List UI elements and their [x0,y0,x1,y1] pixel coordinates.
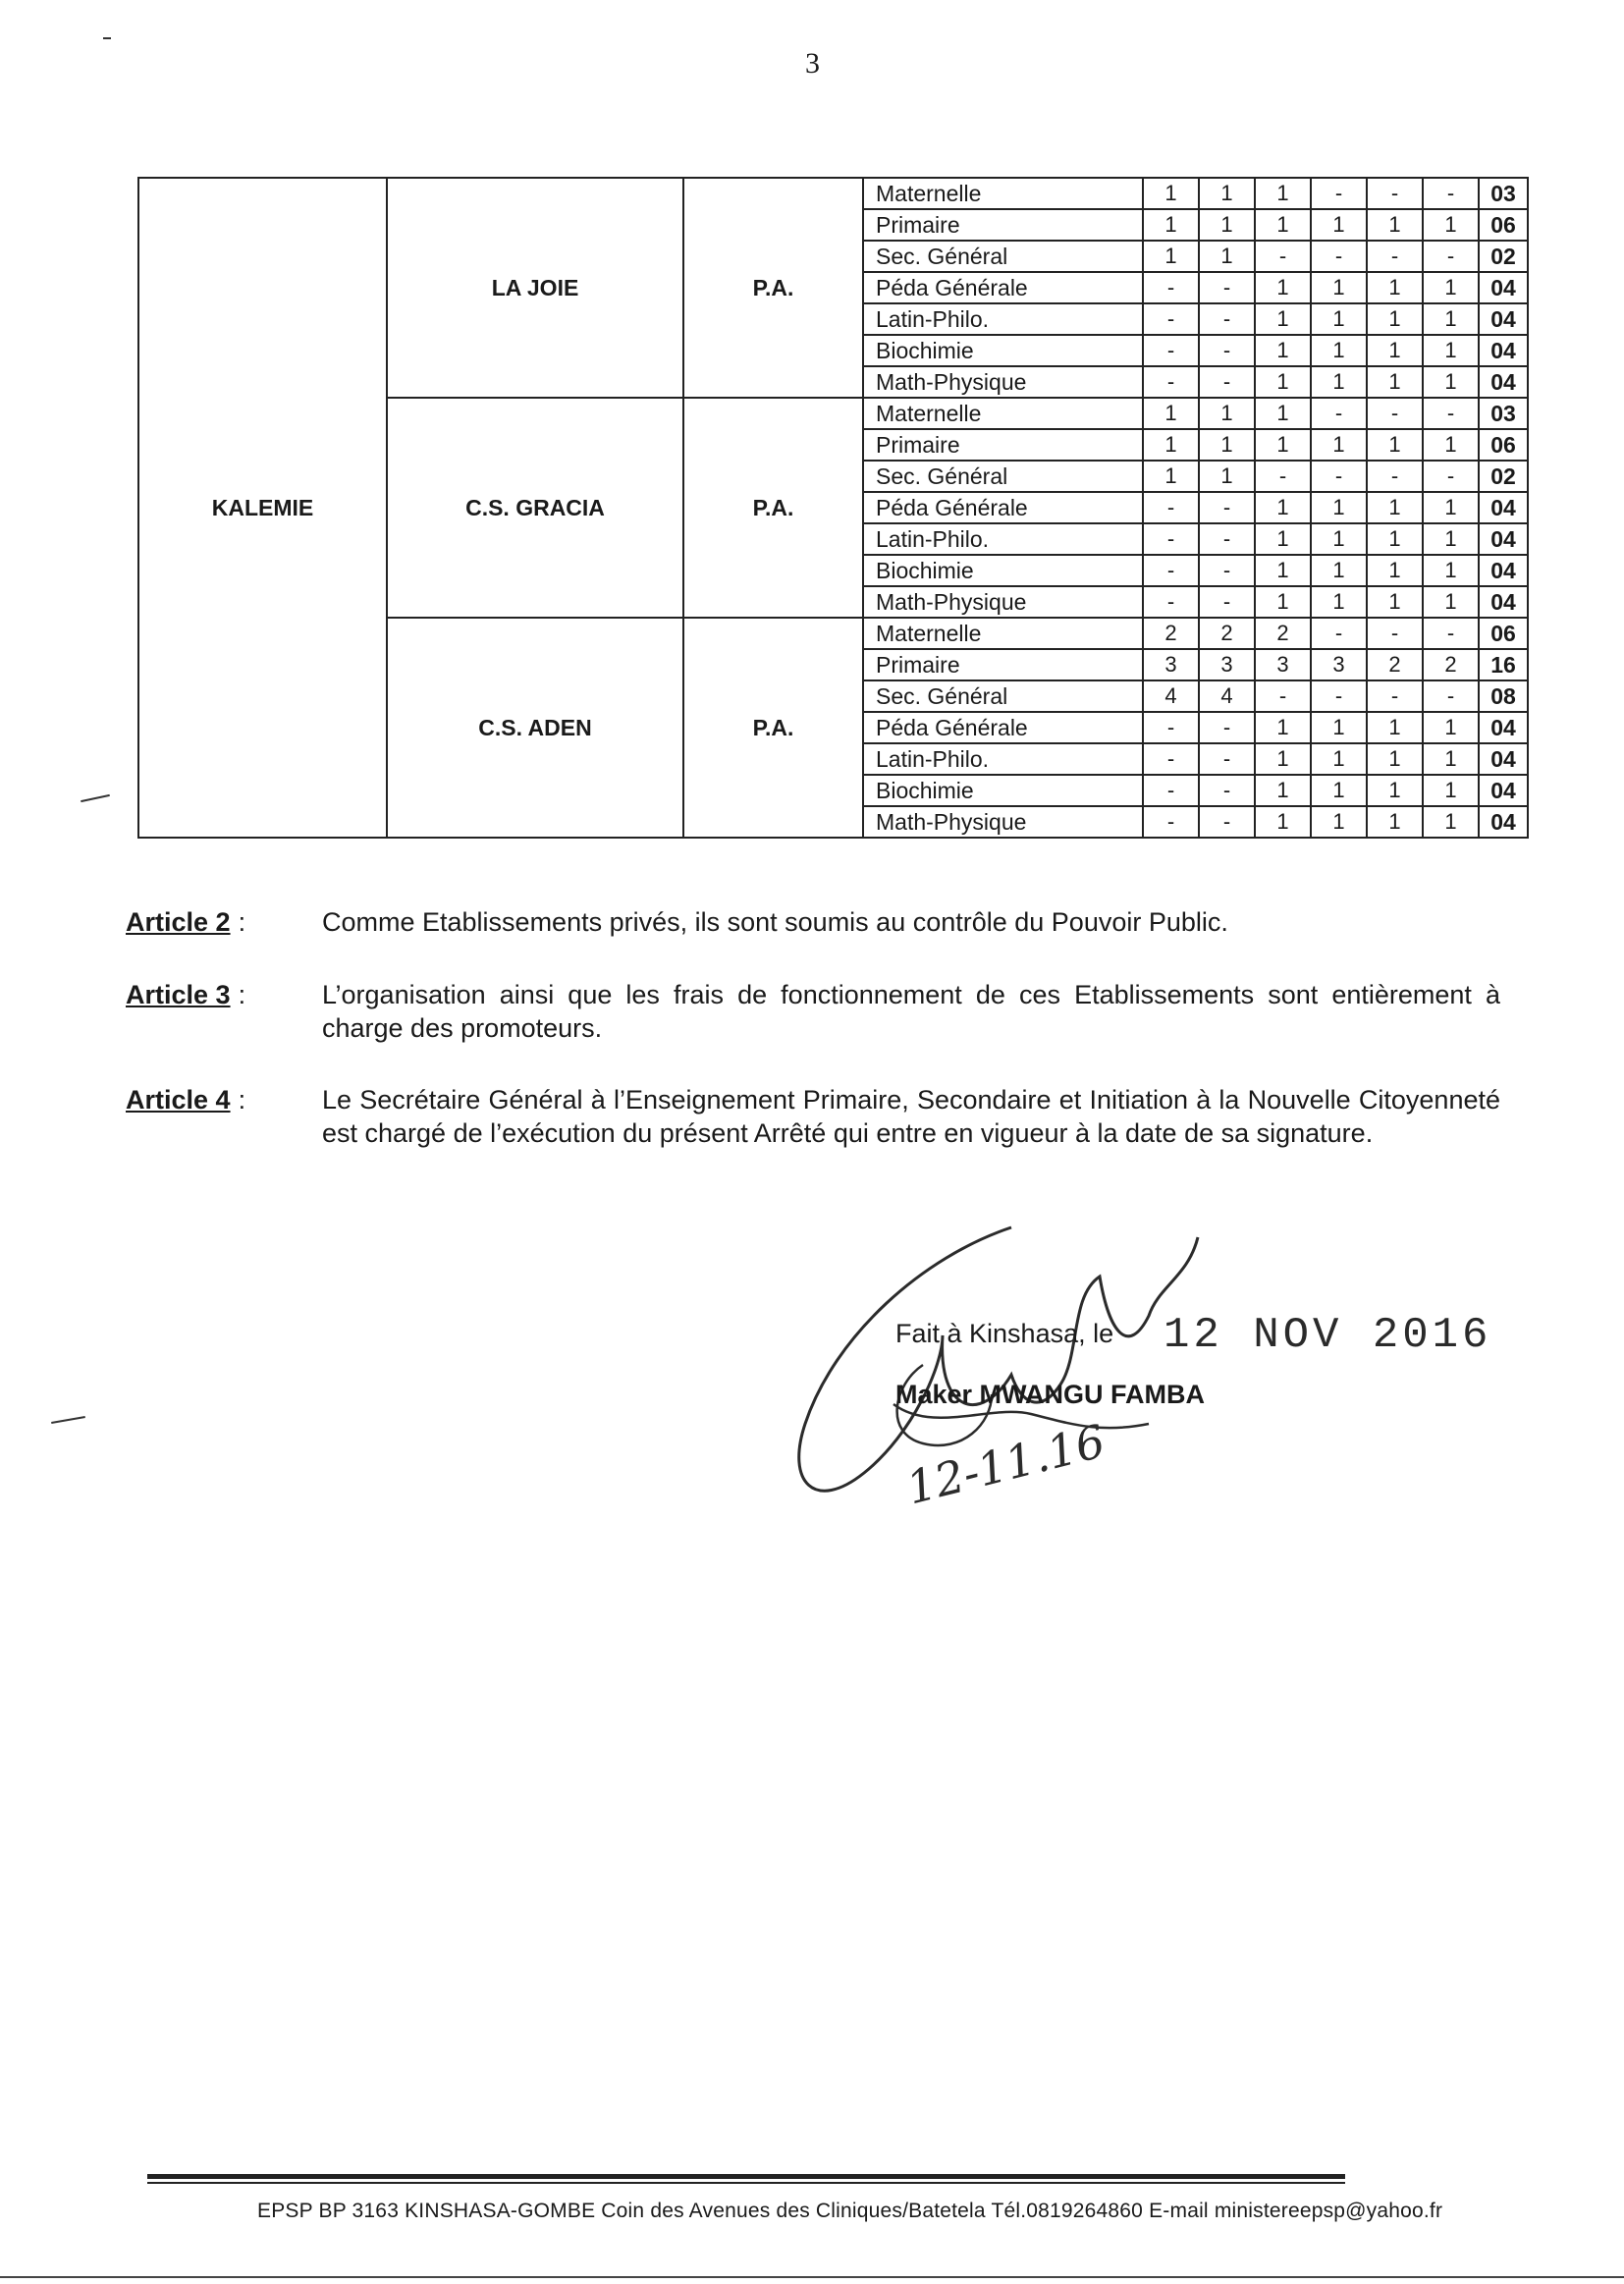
scan-mark [51,1416,85,1424]
class-count-cell: 1 [1255,775,1311,806]
class-count-cell: - [1255,461,1311,492]
article-label: Article 2 : [126,907,246,937]
article-label: Article 3 : [126,980,246,1009]
class-count-cell: 1 [1367,335,1423,366]
article-label: Article 4 : [126,1085,246,1115]
class-count-cell: 3 [1143,649,1199,680]
class-count-cell: 1 [1255,523,1311,555]
bottom-rule [0,2276,1624,2278]
class-count-cell: - [1143,523,1199,555]
class-count-cell: 1 [1367,775,1423,806]
class-count-cell: 1 [1367,209,1423,241]
total-cell: 04 [1479,523,1528,555]
regime-cell: P.A. [683,178,863,398]
total-cell: 16 [1479,649,1528,680]
class-count-cell: 1 [1255,209,1311,241]
total-cell: 06 [1479,209,1528,241]
class-count-cell: 1 [1255,335,1311,366]
class-count-cell: - [1199,523,1255,555]
regime-cell: P.A. [683,618,863,838]
section-cell: Latin-Philo. [863,743,1143,775]
class-count-cell: - [1423,398,1479,429]
class-count-cell: 1 [1367,366,1423,398]
class-count-cell: 1 [1255,492,1311,523]
class-count-cell: - [1367,618,1423,649]
class-count-cell: - [1143,555,1199,586]
class-count-cell: - [1423,461,1479,492]
section-cell: Péda Générale [863,272,1143,303]
class-count-cell: 1 [1423,303,1479,335]
class-count-cell: - [1199,366,1255,398]
class-count-cell: - [1367,680,1423,712]
school-name-cell: C.S. GRACIA [387,398,683,618]
class-count-cell: - [1199,712,1255,743]
class-count-cell: 1 [1423,335,1479,366]
article-text: Comme Etablissements privés, ils sont soumis au contrôle du Pouvoir Public. [322,907,1228,937]
total-cell: 04 [1479,555,1528,586]
total-cell: 04 [1479,712,1528,743]
class-count-cell: 1 [1311,335,1367,366]
total-cell: 04 [1479,586,1528,618]
section-cell: Primaire [863,649,1143,680]
section-cell: Latin-Philo. [863,523,1143,555]
class-count-cell: - [1143,303,1199,335]
class-count-cell: - [1199,555,1255,586]
class-count-cell: 1 [1367,712,1423,743]
class-count-cell: 1 [1255,429,1311,461]
class-count-cell: 1 [1311,743,1367,775]
total-cell: 02 [1479,241,1528,272]
class-count-cell: 1 [1255,398,1311,429]
class-count-cell: 1 [1199,429,1255,461]
page-number: 3 [805,47,820,80]
class-count-cell: - [1199,335,1255,366]
class-count-cell: 1 [1311,712,1367,743]
section-cell: Sec. Général [863,680,1143,712]
class-count-cell: 1 [1311,555,1367,586]
section-cell: Maternelle [863,618,1143,649]
class-count-cell: 1 [1311,272,1367,303]
scan-mark [103,37,111,39]
section-cell: Sec. Général [863,461,1143,492]
class-count-cell: 1 [1199,209,1255,241]
schools-table [137,177,1529,839]
section-cell: Math-Physique [863,586,1143,618]
class-count-cell: 1 [1143,209,1199,241]
class-count-cell: - [1311,398,1367,429]
class-count-cell: - [1199,303,1255,335]
class-count-cell: 1 [1367,806,1423,838]
class-count-cell: 1 [1311,523,1367,555]
school-name-cell: C.S. ADEN [387,618,683,838]
class-count-cell: - [1143,366,1199,398]
class-count-cell: 1 [1423,429,1479,461]
class-count-cell: 3 [1199,649,1255,680]
class-count-cell: 1 [1423,492,1479,523]
class-count-cell: - [1423,618,1479,649]
total-cell: 02 [1479,461,1528,492]
class-count-cell: 2 [1367,649,1423,680]
class-count-cell: 1 [1199,241,1255,272]
total-cell: 06 [1479,618,1528,649]
class-count-cell: 1 [1423,272,1479,303]
regime-cell: P.A. [683,398,863,618]
class-count-cell: - [1367,461,1423,492]
class-count-cell: - [1199,492,1255,523]
article-2 [126,905,1500,939]
class-count-cell: 1 [1423,806,1479,838]
class-count-cell: 1 [1199,178,1255,209]
class-count-cell: 4 [1199,680,1255,712]
school-name-cell: LA JOIE [387,178,683,398]
class-count-cell: 1 [1311,429,1367,461]
article-3 [126,978,1500,1045]
class-count-cell: 1 [1367,492,1423,523]
class-count-cell: - [1423,680,1479,712]
class-count-cell: - [1143,272,1199,303]
total-cell: 04 [1479,272,1528,303]
class-count-cell: - [1199,272,1255,303]
total-cell: 04 [1479,775,1528,806]
class-count-cell: - [1143,775,1199,806]
class-count-cell: 1 [1367,743,1423,775]
class-count-cell: - [1199,743,1255,775]
class-count-cell: 1 [1423,523,1479,555]
total-cell: 03 [1479,178,1528,209]
class-count-cell: 1 [1367,429,1423,461]
total-cell: 03 [1479,398,1528,429]
section-cell: Math-Physique [863,366,1143,398]
class-count-cell: 1 [1311,492,1367,523]
class-count-cell: 1 [1143,429,1199,461]
class-count-cell: 1 [1199,398,1255,429]
class-count-cell: - [1255,680,1311,712]
section-cell: Biochimie [863,775,1143,806]
class-count-cell: 1 [1311,209,1367,241]
handwritten-date: 12-11.16 [901,1414,1110,1515]
article-4 [126,1083,1500,1150]
class-count-cell: 1 [1311,586,1367,618]
footer-rule [147,2182,1345,2184]
class-count-cell: 1 [1311,366,1367,398]
class-count-cell: 1 [1255,586,1311,618]
class-count-cell: - [1311,680,1367,712]
footer-rule [147,2174,1345,2179]
class-count-cell: - [1367,178,1423,209]
class-count-cell: 2 [1199,618,1255,649]
total-cell: 06 [1479,429,1528,461]
class-count-cell: 2 [1255,618,1311,649]
section-cell: Math-Physique [863,806,1143,838]
class-count-cell: 1 [1143,241,1199,272]
article-text: L’organisation ainsi que les frais de fonctionnement de ces Etablissements sont entièrement à charge des promoteurs. [322,980,1500,1043]
section-cell: Maternelle [863,398,1143,429]
class-count-cell: 1 [1367,523,1423,555]
class-count-cell: 1 [1423,209,1479,241]
class-count-cell: - [1255,241,1311,272]
total-cell: 04 [1479,806,1528,838]
class-count-cell: 1 [1311,806,1367,838]
class-count-cell: - [1143,712,1199,743]
signatory-name: Maker MWANGU FAMBA [895,1380,1206,1409]
class-count-cell: - [1143,586,1199,618]
class-count-cell: 4 [1143,680,1199,712]
class-count-cell: - [1423,241,1479,272]
class-count-cell: 1 [1255,178,1311,209]
class-count-cell: 3 [1255,649,1311,680]
class-count-cell: 1 [1255,806,1311,838]
class-count-cell: 1 [1367,272,1423,303]
class-count-cell: 1 [1423,775,1479,806]
section-cell: Péda Générale [863,492,1143,523]
class-count-cell: 1 [1199,461,1255,492]
signature-place: Fait à Kinshasa, le [895,1319,1114,1348]
class-count-cell: - [1199,586,1255,618]
date-stamp: 12 NOV 2016 [1164,1311,1492,1360]
scan-mark [81,794,110,802]
footer-address: EPSP BP 3163 KINSHASA-GOMBE Coin des Avenues des Cliniques/Batetela Tél.0819264860 E-mail ministereepsp@yahoo.fr [257,2200,1443,2222]
section-cell: Maternelle [863,178,1143,209]
class-count-cell: 2 [1143,618,1199,649]
class-count-cell: - [1199,806,1255,838]
class-count-cell: - [1311,461,1367,492]
class-count-cell: 1 [1255,743,1311,775]
class-count-cell: 2 [1423,649,1479,680]
total-cell: 04 [1479,303,1528,335]
section-cell: Biochimie [863,555,1143,586]
class-count-cell: 1 [1311,303,1367,335]
class-count-cell: - [1311,618,1367,649]
class-count-cell: - [1143,492,1199,523]
total-cell: 04 [1479,492,1528,523]
class-count-cell: 1 [1423,743,1479,775]
class-count-cell: - [1311,178,1367,209]
class-count-cell: - [1199,775,1255,806]
section-cell: Sec. Général [863,241,1143,272]
class-count-cell: - [1367,241,1423,272]
class-count-cell: 1 [1255,555,1311,586]
section-cell: Latin-Philo. [863,303,1143,335]
class-count-cell: - [1143,743,1199,775]
class-count-cell: 1 [1367,555,1423,586]
class-count-cell: 1 [1255,303,1311,335]
class-count-cell: 1 [1423,712,1479,743]
section-cell: Primaire [863,209,1143,241]
total-cell: 04 [1479,366,1528,398]
class-count-cell: - [1423,178,1479,209]
class-count-cell: 1 [1423,555,1479,586]
class-count-cell: 1 [1311,775,1367,806]
class-count-cell: 1 [1423,366,1479,398]
article-text: Le Secrétaire Général à l’Enseignement Primaire, Secondaire et Initiation à la Nouvelle Citoyenneté est chargé de l’exécution du présent Arrêté qui entre en vigueur à la date de sa signature. [322,1085,1500,1148]
class-count-cell: - [1311,241,1367,272]
class-count-cell: - [1143,335,1199,366]
total-cell: 08 [1479,680,1528,712]
class-count-cell: 1 [1143,178,1199,209]
city-cell: KALEMIE [138,178,387,838]
class-count-cell: 1 [1367,303,1423,335]
total-cell: 04 [1479,743,1528,775]
section-cell: Primaire [863,429,1143,461]
class-count-cell: - [1143,806,1199,838]
class-count-cell: 1 [1255,272,1311,303]
class-count-cell: 1 [1255,712,1311,743]
total-cell: 04 [1479,335,1528,366]
section-cell: Biochimie [863,335,1143,366]
section-cell: Péda Générale [863,712,1143,743]
class-count-cell: 3 [1311,649,1367,680]
class-count-cell: 1 [1423,586,1479,618]
table-row [138,178,1528,209]
class-count-cell: 1 [1143,461,1199,492]
class-count-cell: 1 [1367,586,1423,618]
class-count-cell: - [1367,398,1423,429]
class-count-cell: 1 [1255,366,1311,398]
class-count-cell: 1 [1143,398,1199,429]
